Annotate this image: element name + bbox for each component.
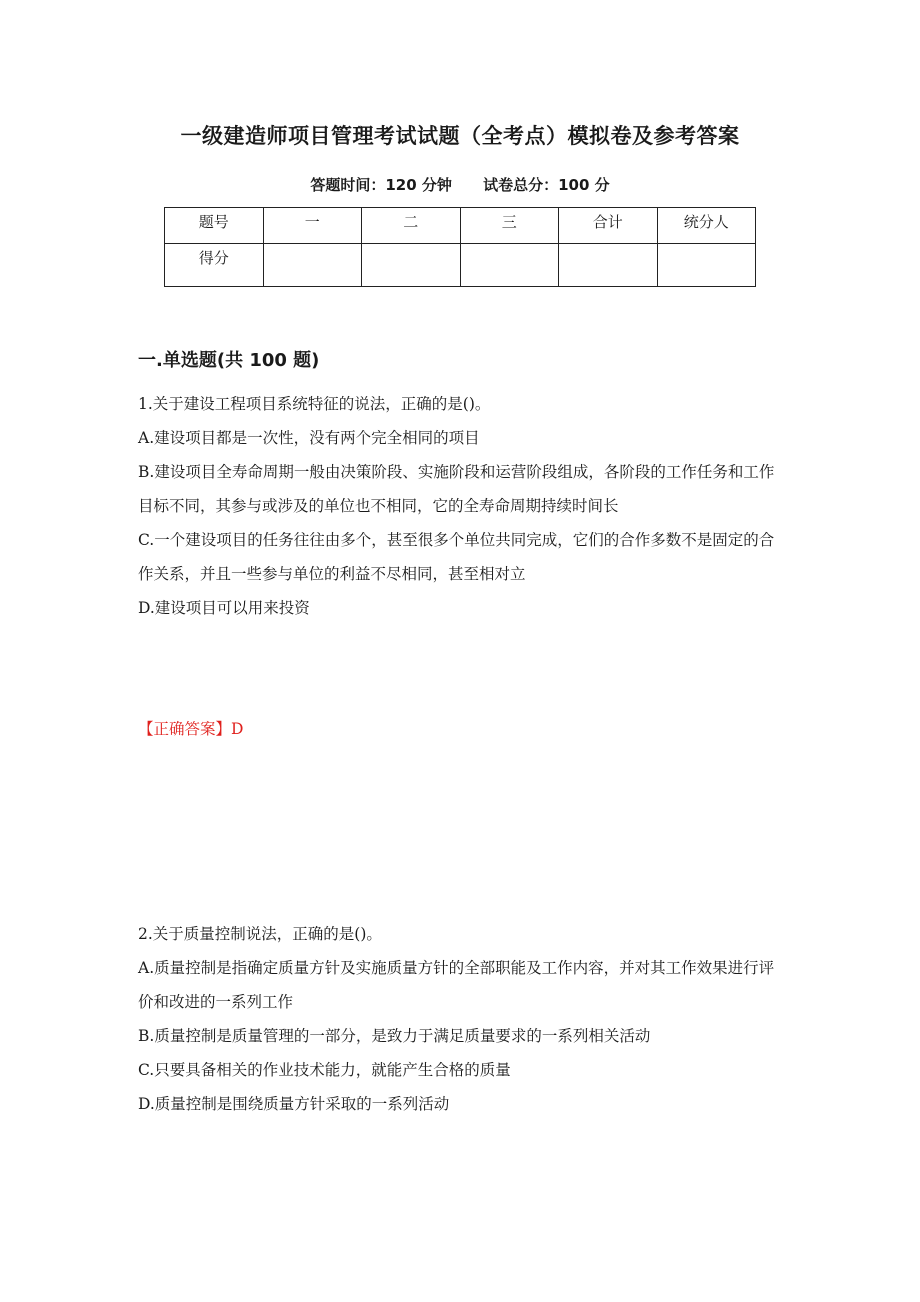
- score-row-label: 得分: [165, 244, 264, 287]
- score-cell: [559, 244, 658, 287]
- exam-meta: [0, 174, 920, 195]
- question-stem: 2.关于质量控制说法，正确的是()。: [138, 925, 382, 943]
- correct-answer: 【正确答案】D: [138, 720, 244, 738]
- score-table-score-row: [165, 244, 756, 287]
- question-option: C.一个建设项目的任务往往由多个，甚至很多个单位共同完成，它们的合作多数不是固定的合作关系，并且一些参与单位的利益不尽相同，甚至相对立: [138, 531, 775, 583]
- question-1: [138, 387, 788, 625]
- section-title: 一.单选题(共 100 题): [138, 350, 320, 371]
- score-cell: [657, 244, 756, 287]
- score-header-cell: 题号: [165, 208, 264, 244]
- score-table: [164, 207, 756, 287]
- score-header-cell: 合计: [559, 208, 658, 244]
- score-header-cell: 二: [362, 208, 461, 244]
- document-title: 一级建造师项目管理考试试题（全考点）模拟卷及参考答案: [180, 124, 740, 148]
- score-cell: [460, 244, 559, 287]
- question-option: A.建设项目都是一次性，没有两个完全相同的项目: [138, 429, 480, 447]
- exam-total-score: 试卷总分：100 分: [483, 176, 610, 194]
- score-header-cell: 三: [460, 208, 559, 244]
- question-option: D.质量控制是围绕质量方针采取的一系列活动: [138, 1095, 450, 1113]
- question-option: A.质量控制是指确定质量方针及实施质量方针的全部职能及工作内容，并对其工作效果进行评价和改进的一系列工作: [138, 959, 775, 1011]
- question-option: C.只要具备相关的作业技术能力，就能产生合格的质量: [138, 1061, 511, 1079]
- question-2: [138, 917, 788, 1121]
- score-header-cell: 统分人: [657, 208, 756, 244]
- score-header-cell: 一: [263, 208, 362, 244]
- score-cell: [362, 244, 461, 287]
- question-option: D.建设项目可以用来投资: [138, 599, 310, 617]
- question-option: B.建设项目全寿命周期一般由决策阶段、实施阶段和运营阶段组成，各阶段的工作任务和工作目标不同，其参与或涉及的单位也不相同，它的全寿命周期持续时间长: [138, 463, 775, 515]
- exam-time: 答题时间：120 分钟: [310, 176, 452, 194]
- score-table-header-row: [165, 208, 756, 244]
- score-cell: [263, 244, 362, 287]
- question-stem: 1.关于建设工程项目系统特征的说法，正确的是()。: [138, 395, 491, 413]
- question-option: B.质量控制是质量管理的一部分，是致力于满足质量要求的一系列相关活动: [138, 1027, 651, 1045]
